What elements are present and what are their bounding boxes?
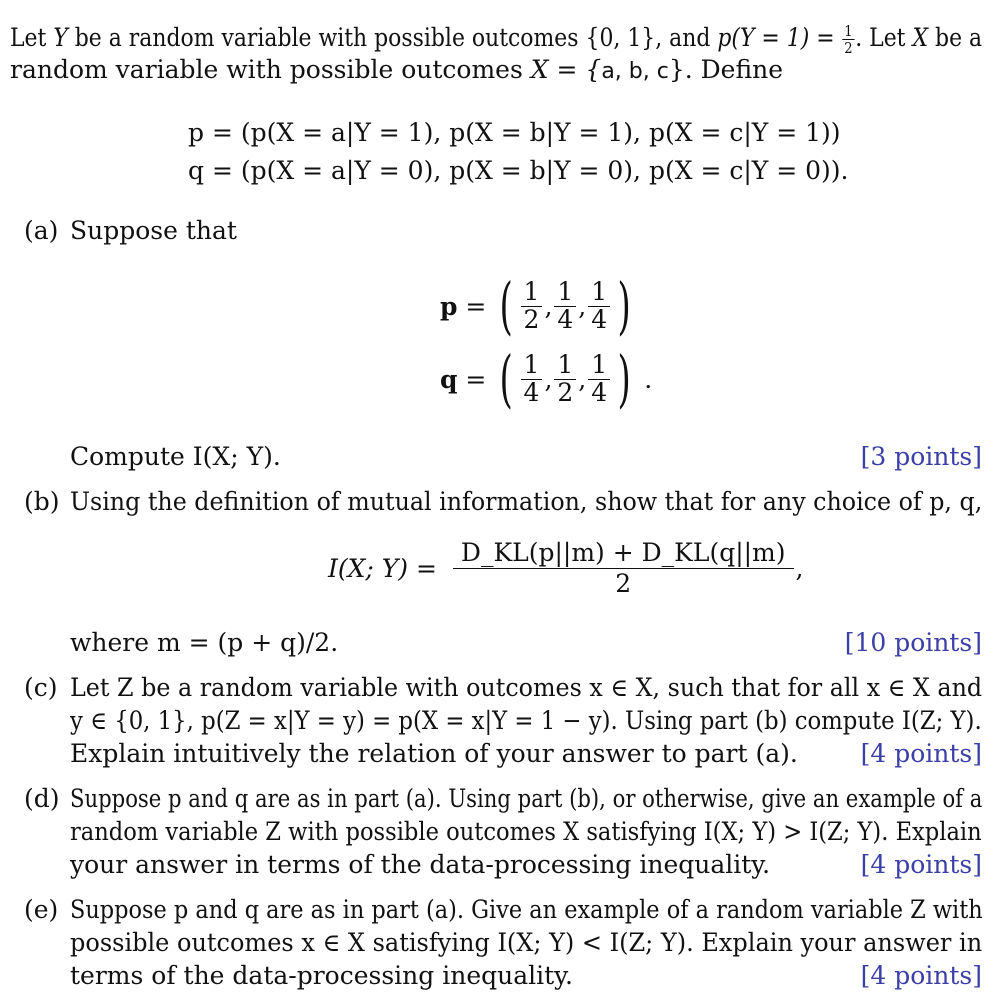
part-d-line-2: random variable Z with possible outcomes X satisfying I(X; Y) > I(Z; Y). Explain [70, 817, 982, 846]
definition-q: q = (p(X = a|Y = 0), p(X = b|Y = 0), p(X = c|Y = 0)). [188, 156, 849, 185]
p-frac-2: $\frac{1}{4}$ [554, 279, 576, 333]
q-frac-1: $\frac{1}{4}$ [521, 352, 543, 406]
part-e-line-2: possible outcomes x ∈ X satisfying I(X; Y) < I(Z; Y). Explain your answer in [70, 928, 983, 957]
part-d-line-3: your answer in terms of the data-processing inequality. [70, 850, 771, 879]
intro-line-1: Let Y be a random variable with possible outcomes {0, 1}, and p(Y = 1) = $\frac{1}{2}$ . Let X be a [10, 21, 983, 57]
part-c-points: [4 points] [860, 739, 982, 768]
vector-p: p = ( $\frac{1}{2}$ , $\frac{1}{4}$ , $\frac{1}{4}$ ) [440, 269, 631, 342]
p-frac-3: $\frac{1}{4}$ [588, 279, 610, 333]
q-frac-3: $\frac{1}{4}$ [588, 352, 610, 406]
q-frac-2: $\frac{1}{2}$ [554, 352, 576, 406]
part-b-text: Using the definition of mutual information, show that for any choice of p, q, [70, 487, 983, 516]
fraction-one-half: $\frac{1}{2}$ [844, 21, 853, 57]
p-frac-1: $\frac{1}{2}$ [521, 279, 543, 333]
part-d-points: [4 points] [860, 850, 982, 879]
part-c-line-3: Explain intuitively the relation of your answer to part (a). [70, 739, 798, 768]
part-e-points: [4 points] [860, 961, 982, 990]
part-d-label: (d) [24, 784, 60, 813]
part-e-line-3: terms of the data-processing inequality. [70, 961, 573, 990]
part-b-label: (b) [24, 487, 60, 516]
part-b-equation: I(X; Y) = $\frac{D\_KL(p||m) + D\_KL(q||m)}{2}$ , [328, 538, 804, 599]
part-b-points: [10 points] [844, 628, 982, 657]
definition-p: p = (p(X = a|Y = 1), p(X = b|Y = 1), p(X = c|Y = 1)) [188, 118, 841, 147]
part-a-task: Compute I(X; Y). [70, 442, 281, 471]
part-a-label: (a) [24, 216, 59, 245]
part-d-line-1: Suppose p and q are as in part (a). Using part (b), or otherwise, give an example of a [70, 784, 983, 813]
part-c-line-1: Let Z be a random variable with outcomes x ∈ X, such that for all x ∈ X and [70, 673, 983, 702]
part-b-where: where m = (p + q)/2. [70, 628, 339, 657]
kl-fraction: $\frac{D\_KL(p||m) + D\_KL(q||m)}{2}$ [453, 540, 794, 598]
intro-line-2: random variable with possible outcomes X = {a, b, c}. Define [10, 55, 784, 84]
part-e-line-1: Suppose p and q are as in part (a). Give an example of a random variable Z with [70, 895, 983, 924]
vector-q: q = ( $\frac{1}{4}$ , $\frac{1}{2}$ , $\frac{1}{4}$ ) . [440, 342, 653, 415]
part-a-points: [3 points] [860, 442, 982, 471]
part-c-line-2: y ∈ {0, 1}, p(Z = x|Y = y) = p(X = x|Y = 1 − y). Using part (b) compute I(Z; Y). [70, 706, 982, 735]
part-a-text: Suppose that [70, 216, 237, 245]
part-c-label: (c) [24, 673, 58, 702]
part-e-label: (e) [24, 895, 59, 924]
